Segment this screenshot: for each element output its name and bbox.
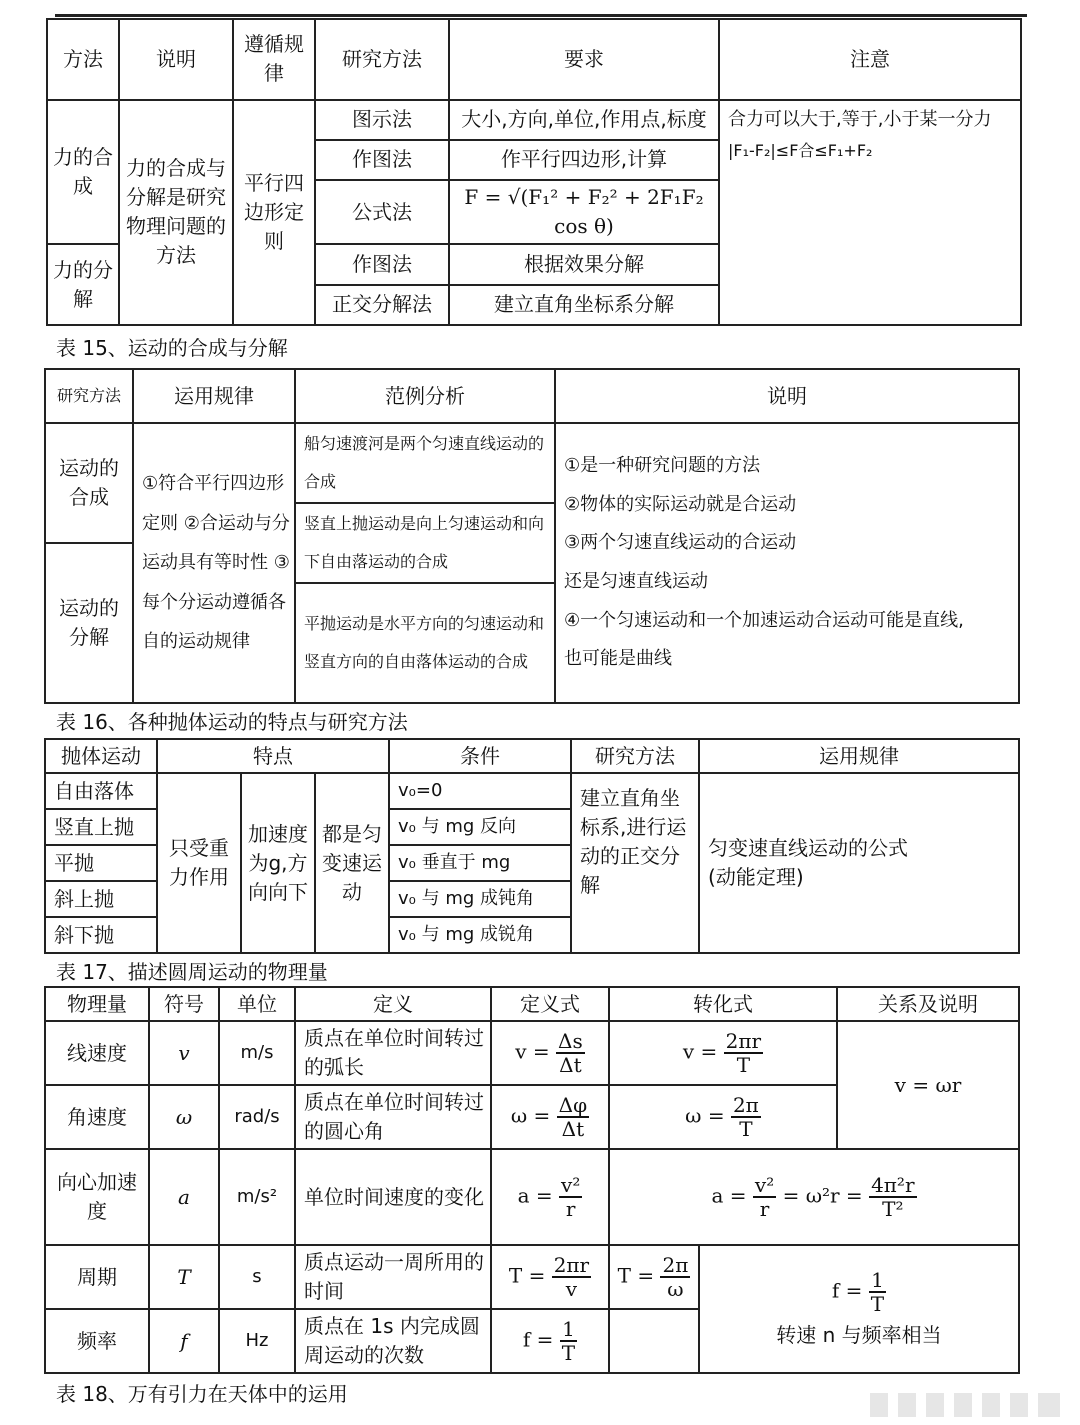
method-cell: 作图法 bbox=[315, 140, 449, 180]
fraction: $\frac{1}{T}$ bbox=[561, 1317, 576, 1365]
note-inequality: |F₁-F₂|≤F合≤F₁+F₂ bbox=[728, 140, 873, 160]
header-law: 运用规律 bbox=[699, 739, 1019, 773]
quantity-symbol: a bbox=[149, 1149, 219, 1245]
header-note: 注意 bbox=[719, 19, 1021, 100]
header-unit: 单位 bbox=[219, 987, 295, 1021]
note-line: ②物体的实际运动就是合运动 bbox=[564, 493, 797, 515]
fraction: $\frac{\Delta\varphi}{\Delta t}$ bbox=[558, 1093, 588, 1141]
note-line: 也可能是曲线 bbox=[564, 648, 672, 670]
projectile-table bbox=[44, 738, 1020, 954]
convert-formula-omega: ω = $\frac{2\pi}{T}$ bbox=[609, 1085, 837, 1149]
row-force-decomposition: 力的分解 bbox=[47, 244, 119, 325]
req-cell: 建立直角坐标系分解 bbox=[449, 285, 719, 325]
method-cell: 作图法 bbox=[315, 244, 449, 284]
header-method: 研究方法 bbox=[571, 739, 699, 773]
fraction: $\frac{\text{v²}}{r}$ bbox=[754, 1173, 775, 1221]
quantity-unit: rad/s bbox=[219, 1085, 295, 1149]
fraction: $\frac{\Delta s}{\Delta t}$ bbox=[558, 1029, 583, 1077]
convert-formula-v: v = $\frac{2\pi r}{T}$ bbox=[609, 1021, 837, 1085]
quantity-name: 频率 bbox=[45, 1309, 149, 1373]
quantity-unit: Hz bbox=[219, 1309, 295, 1373]
header-relation: 关系及说明 bbox=[837, 987, 1019, 1021]
req-cell: 根据效果分解 bbox=[449, 244, 719, 284]
projectile-type: 平抛 bbox=[45, 845, 157, 881]
example-3: 平抛运动是水平方向的匀速运动和竖直方向的自由落体运动的合成 bbox=[295, 583, 555, 703]
quantity-def: 单位时间速度的变化 bbox=[295, 1149, 491, 1245]
quantity-def: 质点运动一周所用的时间 bbox=[295, 1245, 491, 1309]
feature-accel: 加速度为g,方向向下 bbox=[241, 773, 315, 953]
row-force-synthesis: 力的合成 bbox=[47, 100, 119, 245]
projectile-type: 斜下抛 bbox=[45, 917, 157, 953]
quantity-unit: s bbox=[219, 1245, 295, 1309]
header-explain: 说明 bbox=[555, 369, 1019, 423]
quantity-unit: m/s bbox=[219, 1021, 295, 1085]
projectile-type: 竖直上抛 bbox=[45, 809, 157, 845]
cond-cell: v₀ 与 mg 成锐角 bbox=[389, 917, 571, 953]
caption-15: 表 15、运动的合成与分解 bbox=[56, 336, 288, 360]
def-formula-T: T = $\frac{2\pi r}{v}$ bbox=[491, 1245, 609, 1309]
caption-16: 表 16、各种抛体运动的特点与研究方法 bbox=[56, 710, 408, 734]
method-cell: 图示法 bbox=[315, 100, 449, 140]
row-motion-synthesis: 运动的合成 bbox=[45, 423, 133, 543]
feature-gravity: 只受重力作用 bbox=[157, 773, 241, 953]
header-example: 范例分析 bbox=[295, 369, 555, 423]
force-table bbox=[46, 18, 1022, 326]
def-formula-v: v = $\frac{\Delta s}{\Delta t}$ bbox=[491, 1021, 609, 1085]
cond-cell: v₀=0 bbox=[389, 773, 571, 809]
projectile-type: 自由落体 bbox=[45, 773, 157, 809]
header-symbol: 符号 bbox=[149, 987, 219, 1021]
header-cond: 条件 bbox=[389, 739, 571, 773]
example-2: 竖直上抛运动是向上匀速运动和向下自由落运动的合成 bbox=[295, 503, 555, 583]
quantity-name: 向心加速度 bbox=[45, 1149, 149, 1245]
header-def: 定义 bbox=[295, 987, 491, 1021]
header-rule: 运用规律 bbox=[133, 369, 295, 423]
note-line: 合力可以大于,等于,小于某一分力 bbox=[728, 108, 992, 130]
quantity-symbol: ω bbox=[149, 1085, 219, 1149]
quantity-unit: m/s² bbox=[219, 1149, 295, 1245]
quantity-symbol: v bbox=[149, 1021, 219, 1085]
header-method: 方法 bbox=[47, 19, 119, 100]
motion-table bbox=[44, 368, 1020, 704]
req-cell: 大小,方向,单位,作用点,标度 bbox=[449, 100, 719, 140]
quantity-symbol: T bbox=[149, 1245, 219, 1309]
caption-18: 表 18、万有引力在天体中的运用 bbox=[56, 1382, 348, 1406]
header-convert: 转化式 bbox=[609, 987, 837, 1021]
quantity-symbol: f bbox=[149, 1309, 219, 1373]
feature-uniform: 都是匀变速运动 bbox=[315, 773, 389, 953]
projectile-method: 建立直角坐标系,进行运动的正交分解 bbox=[571, 773, 699, 953]
motion-rules: ①符合平行四边形定则 ②合运动与分运动具有等时性 ③每个分运动遵循各自的运动规律 bbox=[133, 423, 295, 703]
relation-frequency bbox=[699, 1245, 1019, 1373]
caption-17: 表 17、描述圆周运动的物理量 bbox=[56, 960, 328, 984]
method-cell: 正交分解法 bbox=[315, 285, 449, 325]
force-note bbox=[719, 100, 1021, 325]
header-req: 要求 bbox=[449, 19, 719, 100]
quantity-name: 角速度 bbox=[45, 1085, 149, 1149]
fraction: $\frac{\text{v²}}{r}$ bbox=[561, 1173, 581, 1221]
law-line: 匀变速直线运动的公式 bbox=[708, 836, 909, 860]
projectile-law bbox=[699, 773, 1019, 953]
relation-f-formula: f = $\frac{1}{T}$ bbox=[831, 1267, 885, 1316]
header-feature: 特点 bbox=[157, 739, 389, 773]
empty-cell bbox=[609, 1309, 699, 1373]
def-formula-a: a = $\frac{\text{v²}}{r}$ bbox=[491, 1149, 609, 1245]
quantity-name: 周期 bbox=[45, 1245, 149, 1309]
quantity-def: 质点在单位时间转过的弧长 bbox=[295, 1021, 491, 1085]
fraction: $\frac{2\pi r}{T}$ bbox=[725, 1029, 762, 1077]
convert-formula-T: T = $\frac{2\pi}{\omega}$ bbox=[609, 1245, 699, 1309]
cond-cell: v₀ 与 mg 成钝角 bbox=[389, 881, 571, 917]
relation-v-omega: v = ωr bbox=[837, 1021, 1019, 1149]
motion-notes bbox=[555, 423, 1019, 703]
formula-cell: F = √(F₁² + F₂² + 2F₁F₂ cos θ) bbox=[449, 180, 719, 244]
circular-table bbox=[44, 986, 1020, 1374]
law-line: (动能定理) bbox=[708, 865, 804, 889]
header-explain: 说明 bbox=[119, 19, 233, 100]
cond-cell: v₀ 垂直于 mg bbox=[389, 845, 571, 881]
watermark-bar bbox=[870, 1393, 1060, 1417]
header-research: 研究方法 bbox=[315, 19, 449, 100]
fraction: $\frac{2\pi r}{v}$ bbox=[553, 1253, 590, 1301]
note-line: ④一个匀速运动和一个加速运动合运动可能是直线, bbox=[564, 609, 964, 631]
fraction: $\frac{2\pi}{T}$ bbox=[732, 1093, 759, 1141]
quantity-def: 质点在单位时间转过的圆心角 bbox=[295, 1085, 491, 1149]
def-formula-omega: ω = $\frac{\Delta\varphi}{\Delta t}$ bbox=[491, 1085, 609, 1149]
quantity-name: 线速度 bbox=[45, 1021, 149, 1085]
example-1: 船匀速渡河是两个匀速直线运动的合成 bbox=[295, 423, 555, 503]
req-cell: 作平行四边形,计算 bbox=[449, 140, 719, 180]
projectile-type: 斜上抛 bbox=[45, 881, 157, 917]
fraction: $\frac{1}{T}$ bbox=[870, 1267, 885, 1316]
header-law: 遵循规律 bbox=[233, 19, 315, 100]
note-line: ③两个匀速直线运动的合运动 bbox=[564, 532, 797, 554]
note-line: ①是一种研究问题的方法 bbox=[564, 454, 761, 476]
row-motion-decomposition: 运动的分解 bbox=[45, 543, 133, 703]
force-explain: 力的合成与分解是研究物理问题的方法 bbox=[119, 100, 233, 325]
note-line: 还是匀速直线运动 bbox=[564, 571, 708, 592]
header-type: 抛体运动 bbox=[45, 739, 157, 773]
header-quantity: 物理量 bbox=[45, 987, 149, 1021]
quantity-def: 质点在 1s 内完成圆周运动的次数 bbox=[295, 1309, 491, 1373]
convert-formula-a: a = $\frac{\text{v²}}{r}$ = ω²r = $\frac{\text{4π²r}}{\text{T²}}$ bbox=[609, 1149, 1019, 1245]
header-def-formula: 定义式 bbox=[491, 987, 609, 1021]
fraction: $\frac{2\pi}{\omega}$ bbox=[662, 1253, 689, 1301]
def-formula-f: f = $\frac{1}{T}$ bbox=[491, 1309, 609, 1373]
force-law: 平行四边形定则 bbox=[233, 100, 315, 325]
relation-n: 转速 n 与频率相当 bbox=[776, 1322, 942, 1347]
top-border bbox=[55, 14, 1027, 17]
method-cell: 公式法 bbox=[315, 180, 449, 244]
fraction: $\frac{\text{4π²r}}{\text{T²}}$ bbox=[871, 1173, 915, 1221]
header-research: 研究方法 bbox=[45, 369, 133, 423]
cond-cell: v₀ 与 mg 反向 bbox=[389, 809, 571, 845]
